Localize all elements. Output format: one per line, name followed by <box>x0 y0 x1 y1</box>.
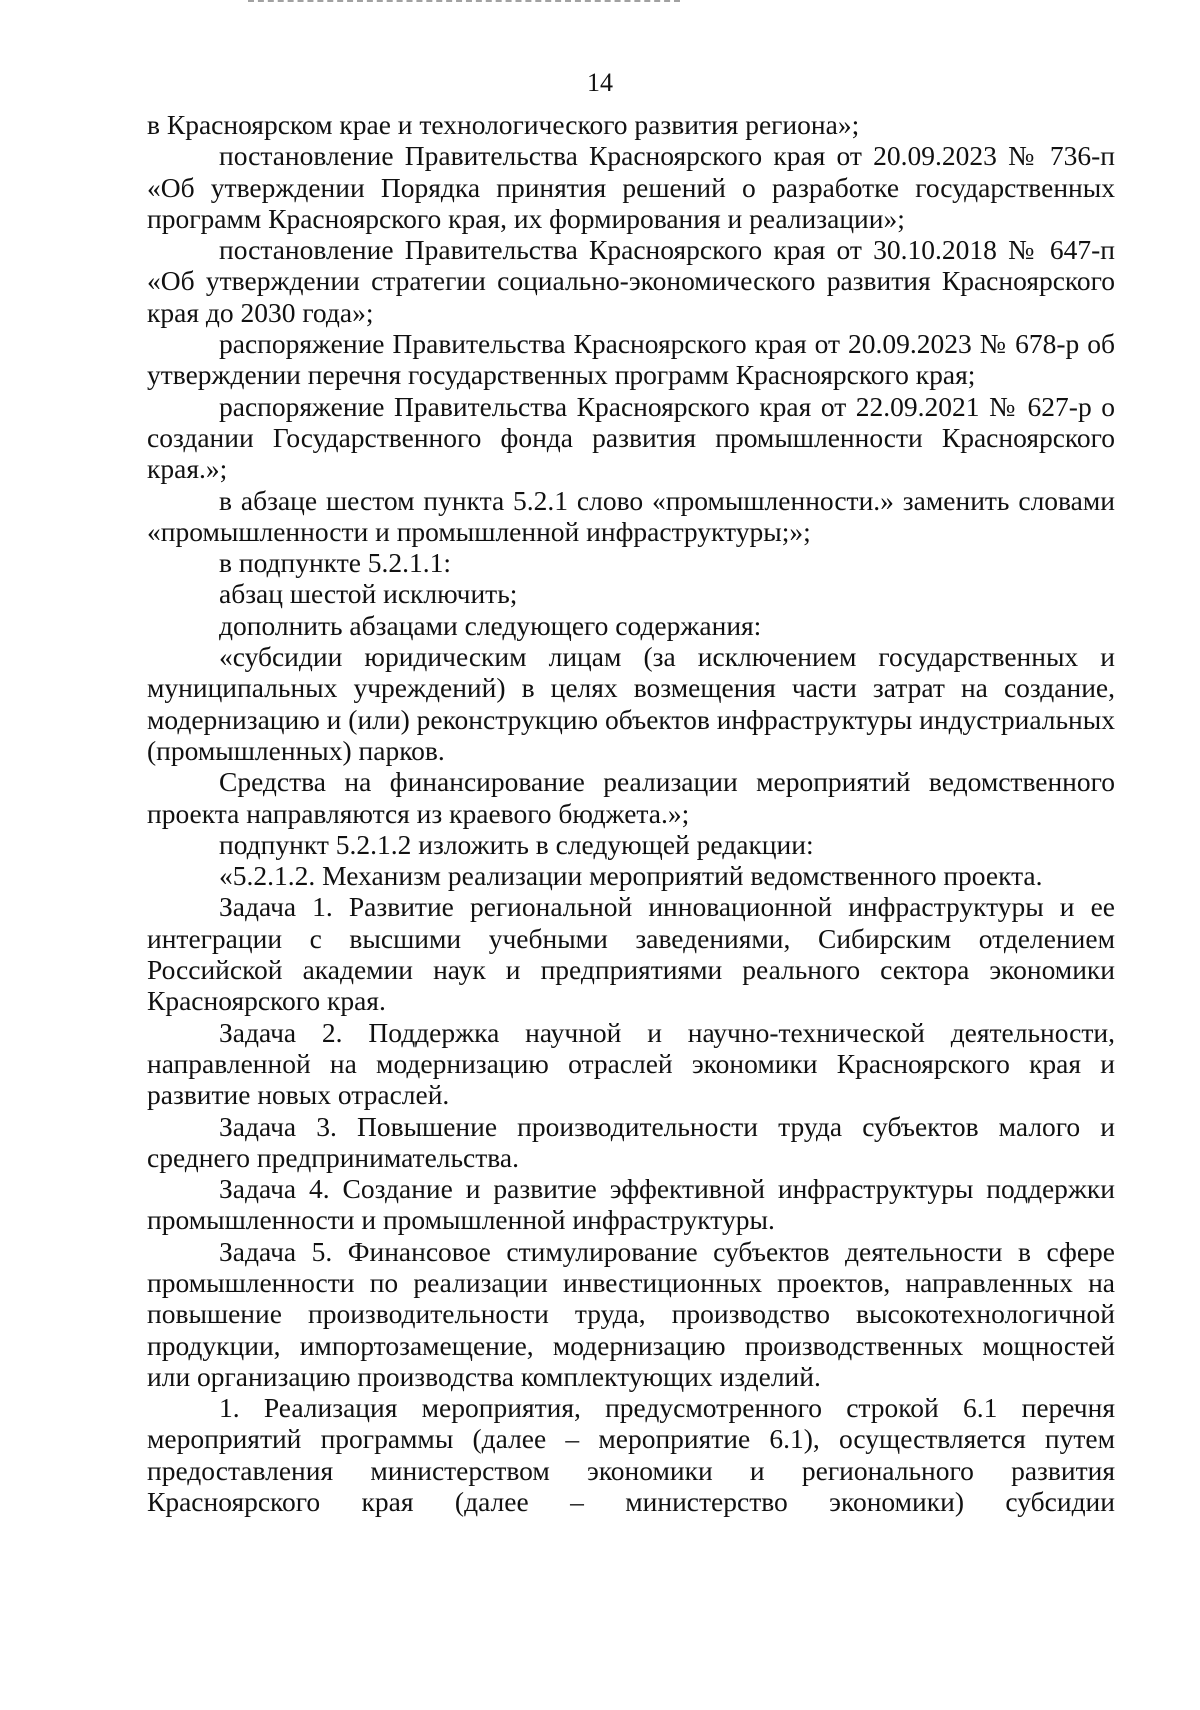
paragraph: в абзаце шестом пункта 5.2.1 слово «промышленности.» заменить словами «промышленности и промышленной инфраструктуры;»; <box>147 484 1115 547</box>
document-body <box>147 109 1115 1517</box>
paragraph: Задача 2. Поддержка научной и научно-технической деятельности, направленной на модернизацию отраслей экономики Красноярского края и развитие новых отраслей. <box>147 1016 1115 1111</box>
paragraph: абзац шестой исключить; <box>219 578 518 610</box>
paragraph: «субсидии юридическим лицам (за исключением государственных и муниципальных учреждений) в целях возмещения части затрат на создание, модернизацию и (или) реконструкцию объектов инфраструктуры индустриальных (промышленных) парков. <box>147 641 1115 766</box>
paragraph: Задача 3. Повышение производительности труда субъектов малого и среднего предпринимательства. <box>147 1110 1115 1173</box>
paragraph: 1. Реализация мероприятия, предусмотренного строкой 6.1 перечня мероприятий программы (далее – мероприятие 6.1), осуществляется путем предоставления министерством экономики и регионального развития Красноярского края (далее – министерство экономики) субсидии <box>147 1392 1115 1518</box>
paragraph: Средства на финансирование реализации мероприятий ведомственного проекта направляются из краевого бюджета.»; <box>147 766 1115 829</box>
page-number: 14 <box>587 68 613 97</box>
paragraph: «5.2.1.2. Механизм реализации мероприятий ведомственного проекта. <box>219 860 1043 892</box>
paragraph: подпункт 5.2.1.2 изложить в следующей редакции: <box>219 828 814 860</box>
paragraph: в подпункте 5.2.1.1: <box>219 547 452 579</box>
paragraph: дополнить абзацами следующего содержания: <box>219 609 762 641</box>
paragraph: постановление Правительства Красноярского края от 20.09.2023 № 736-п «Об утверждении Порядка принятия решений о разработке государственных программ Красноярского края, их формирования и реализации»; <box>147 140 1115 234</box>
paragraph: распоряжение Правительства Красноярского края от 22.09.2021 № 627-р о создании Государственного фонда развития промышленности Красноярского края.»; <box>147 390 1115 485</box>
paragraph: Задача 1. Развитие региональной инновационной инфраструктуры и ее интеграции с высшими учебными заведениями, Сибирским отделением Российской академии наук и предприятиями реального сектора экономики Красноярского края. <box>147 891 1115 1017</box>
paragraph: Задача 5. Финансовое стимулирование субъектов деятельности в сфере промышленности по реализации инвестиционных проектов, направленных на повышение производительности труда, производство высокотехнологичной продукции, импортозамещение, модернизацию производственных мощностей или организацию производства комплектующих изделий. <box>147 1235 1115 1392</box>
paragraph: постановление Правительства Красноярского края от 30.10.2018 № 647-п «Об утверждении стратегии социально-экономического развития Красноярского края до 2030 года»; <box>147 234 1115 328</box>
paragraph: Задача 4. Создание и развитие эффективной инфраструктуры поддержки промышленности и промышленной инфраструктуры. <box>147 1173 1115 1236</box>
scan-top-rule <box>248 0 680 3</box>
paragraph: в Красноярском крае и технологического развития региона»; <box>147 109 860 140</box>
paragraph: распоряжение Правительства Красноярского края от 20.09.2023 № 678-р об утверждении перечня государственных программ Красноярского края; <box>147 328 1115 391</box>
